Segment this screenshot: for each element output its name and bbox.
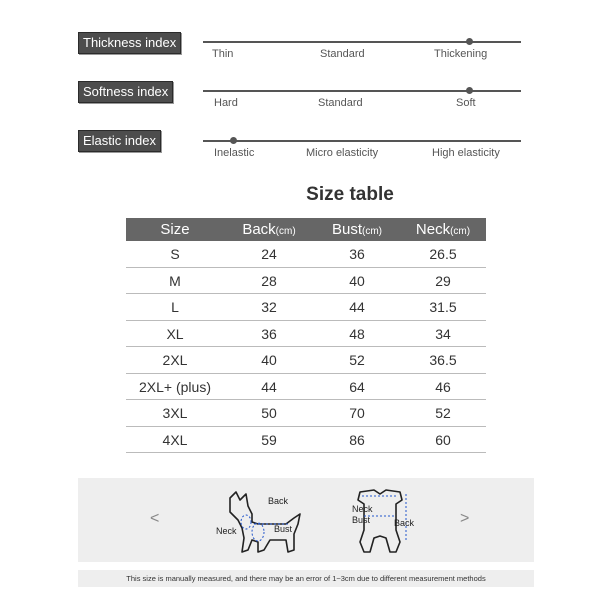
table-row <box>126 347 486 374</box>
header-unit: (cm) <box>450 226 471 237</box>
clothing-bust-label: Bust <box>352 515 371 525</box>
table-cell: 29 <box>435 272 451 289</box>
table-cell: 70 <box>349 405 365 421</box>
elastic-index <box>0 130 600 180</box>
index-option-high: Thickening <box>434 48 488 60</box>
table-cell: 64 <box>349 378 365 395</box>
index-label: Thickness index <box>78 32 181 54</box>
table-cell: L <box>171 299 179 315</box>
table-cell: M <box>169 272 181 289</box>
table-cell: 46 <box>435 378 451 395</box>
table-cell: 31.5 <box>429 299 457 315</box>
table-cell: 40 <box>261 352 277 368</box>
header-unit: (cm) <box>275 226 296 237</box>
header-label: Neck <box>415 221 451 238</box>
clothing-neck-label: Neck <box>352 504 373 514</box>
index-track <box>203 90 521 92</box>
table-cell: 40 <box>349 272 365 289</box>
table-cell: 2XL+ (plus) <box>139 378 211 395</box>
table-cell: 32 <box>261 299 277 315</box>
table-cell: 28 <box>261 272 277 289</box>
index-option-mid: Micro elasticity <box>306 147 379 159</box>
table-cell: 52 <box>435 405 451 421</box>
index-label: Elastic index <box>78 130 161 152</box>
dog-neck-label: Neck <box>216 526 237 536</box>
index-track <box>203 41 521 43</box>
measurement-illustration <box>78 478 534 562</box>
header-cell <box>126 218 224 241</box>
header-cell <box>314 218 400 241</box>
table-row <box>126 427 486 454</box>
table-cell: 34 <box>435 325 451 342</box>
table-cell: XL <box>166 325 184 342</box>
index-marker <box>230 137 237 144</box>
table-cell: 44 <box>261 378 277 395</box>
table-cell: 4XL <box>162 431 188 448</box>
header-label: Back <box>242 221 276 238</box>
table-cell: 36 <box>261 325 277 342</box>
index-option-mid: Standard <box>318 97 363 109</box>
thickness-index <box>0 32 600 82</box>
table-cell: 3XL <box>162 405 188 421</box>
table-row <box>126 241 486 268</box>
header-label: Size <box>160 221 190 238</box>
index-option-mid: Standard <box>320 48 365 60</box>
table-cell: 50 <box>261 405 277 421</box>
table-cell: 36.5 <box>429 352 457 368</box>
table-cell: 24 <box>261 246 277 262</box>
header-label: Bust <box>331 221 362 238</box>
softness-index <box>0 81 600 131</box>
table-cell: 86 <box>349 431 365 448</box>
size-table-body <box>126 241 486 453</box>
index-option-high: Soft <box>456 97 476 109</box>
size-table <box>126 218 486 453</box>
index-option-low: Inelastic <box>214 147 255 159</box>
table-row <box>126 268 486 295</box>
index-label: Softness index <box>78 81 173 103</box>
index-option-low: Hard <box>214 97 238 109</box>
clothing-back-label: Back <box>394 518 415 528</box>
table-row <box>126 321 486 348</box>
index-option-high: High elasticity <box>432 147 500 159</box>
dog-back-label: Back <box>268 496 289 506</box>
table-cell: 2XL <box>162 352 188 368</box>
size-table-header <box>126 218 486 241</box>
header-cell <box>224 218 314 241</box>
table-cell: 26.5 <box>429 246 457 262</box>
table-row <box>126 400 486 427</box>
measurement-note: This size is manually measured, and there may be an error of 1~3cm due to different measurement methods <box>78 570 534 587</box>
header-cell <box>400 218 486 241</box>
table-row <box>126 374 486 401</box>
dog-bust-label: Bust <box>274 524 293 534</box>
table-cell: 48 <box>349 325 365 342</box>
table-cell: 59 <box>261 431 277 448</box>
table-cell: 44 <box>349 299 365 315</box>
index-track <box>203 140 521 142</box>
table-row <box>126 294 486 321</box>
header-unit: (cm) <box>362 226 382 237</box>
index-marker <box>466 87 473 94</box>
chevron-right-icon: > <box>460 510 470 527</box>
table-cell: S <box>170 246 180 262</box>
table-cell: 52 <box>349 352 365 368</box>
table-cell: 60 <box>435 431 451 448</box>
index-option-low: Thin <box>212 48 234 60</box>
size-table-title: Size table <box>306 184 394 205</box>
table-cell: 36 <box>349 246 365 262</box>
index-marker <box>466 38 473 45</box>
chevron-left-icon: < <box>150 510 160 527</box>
dog-icon <box>208 484 318 560</box>
